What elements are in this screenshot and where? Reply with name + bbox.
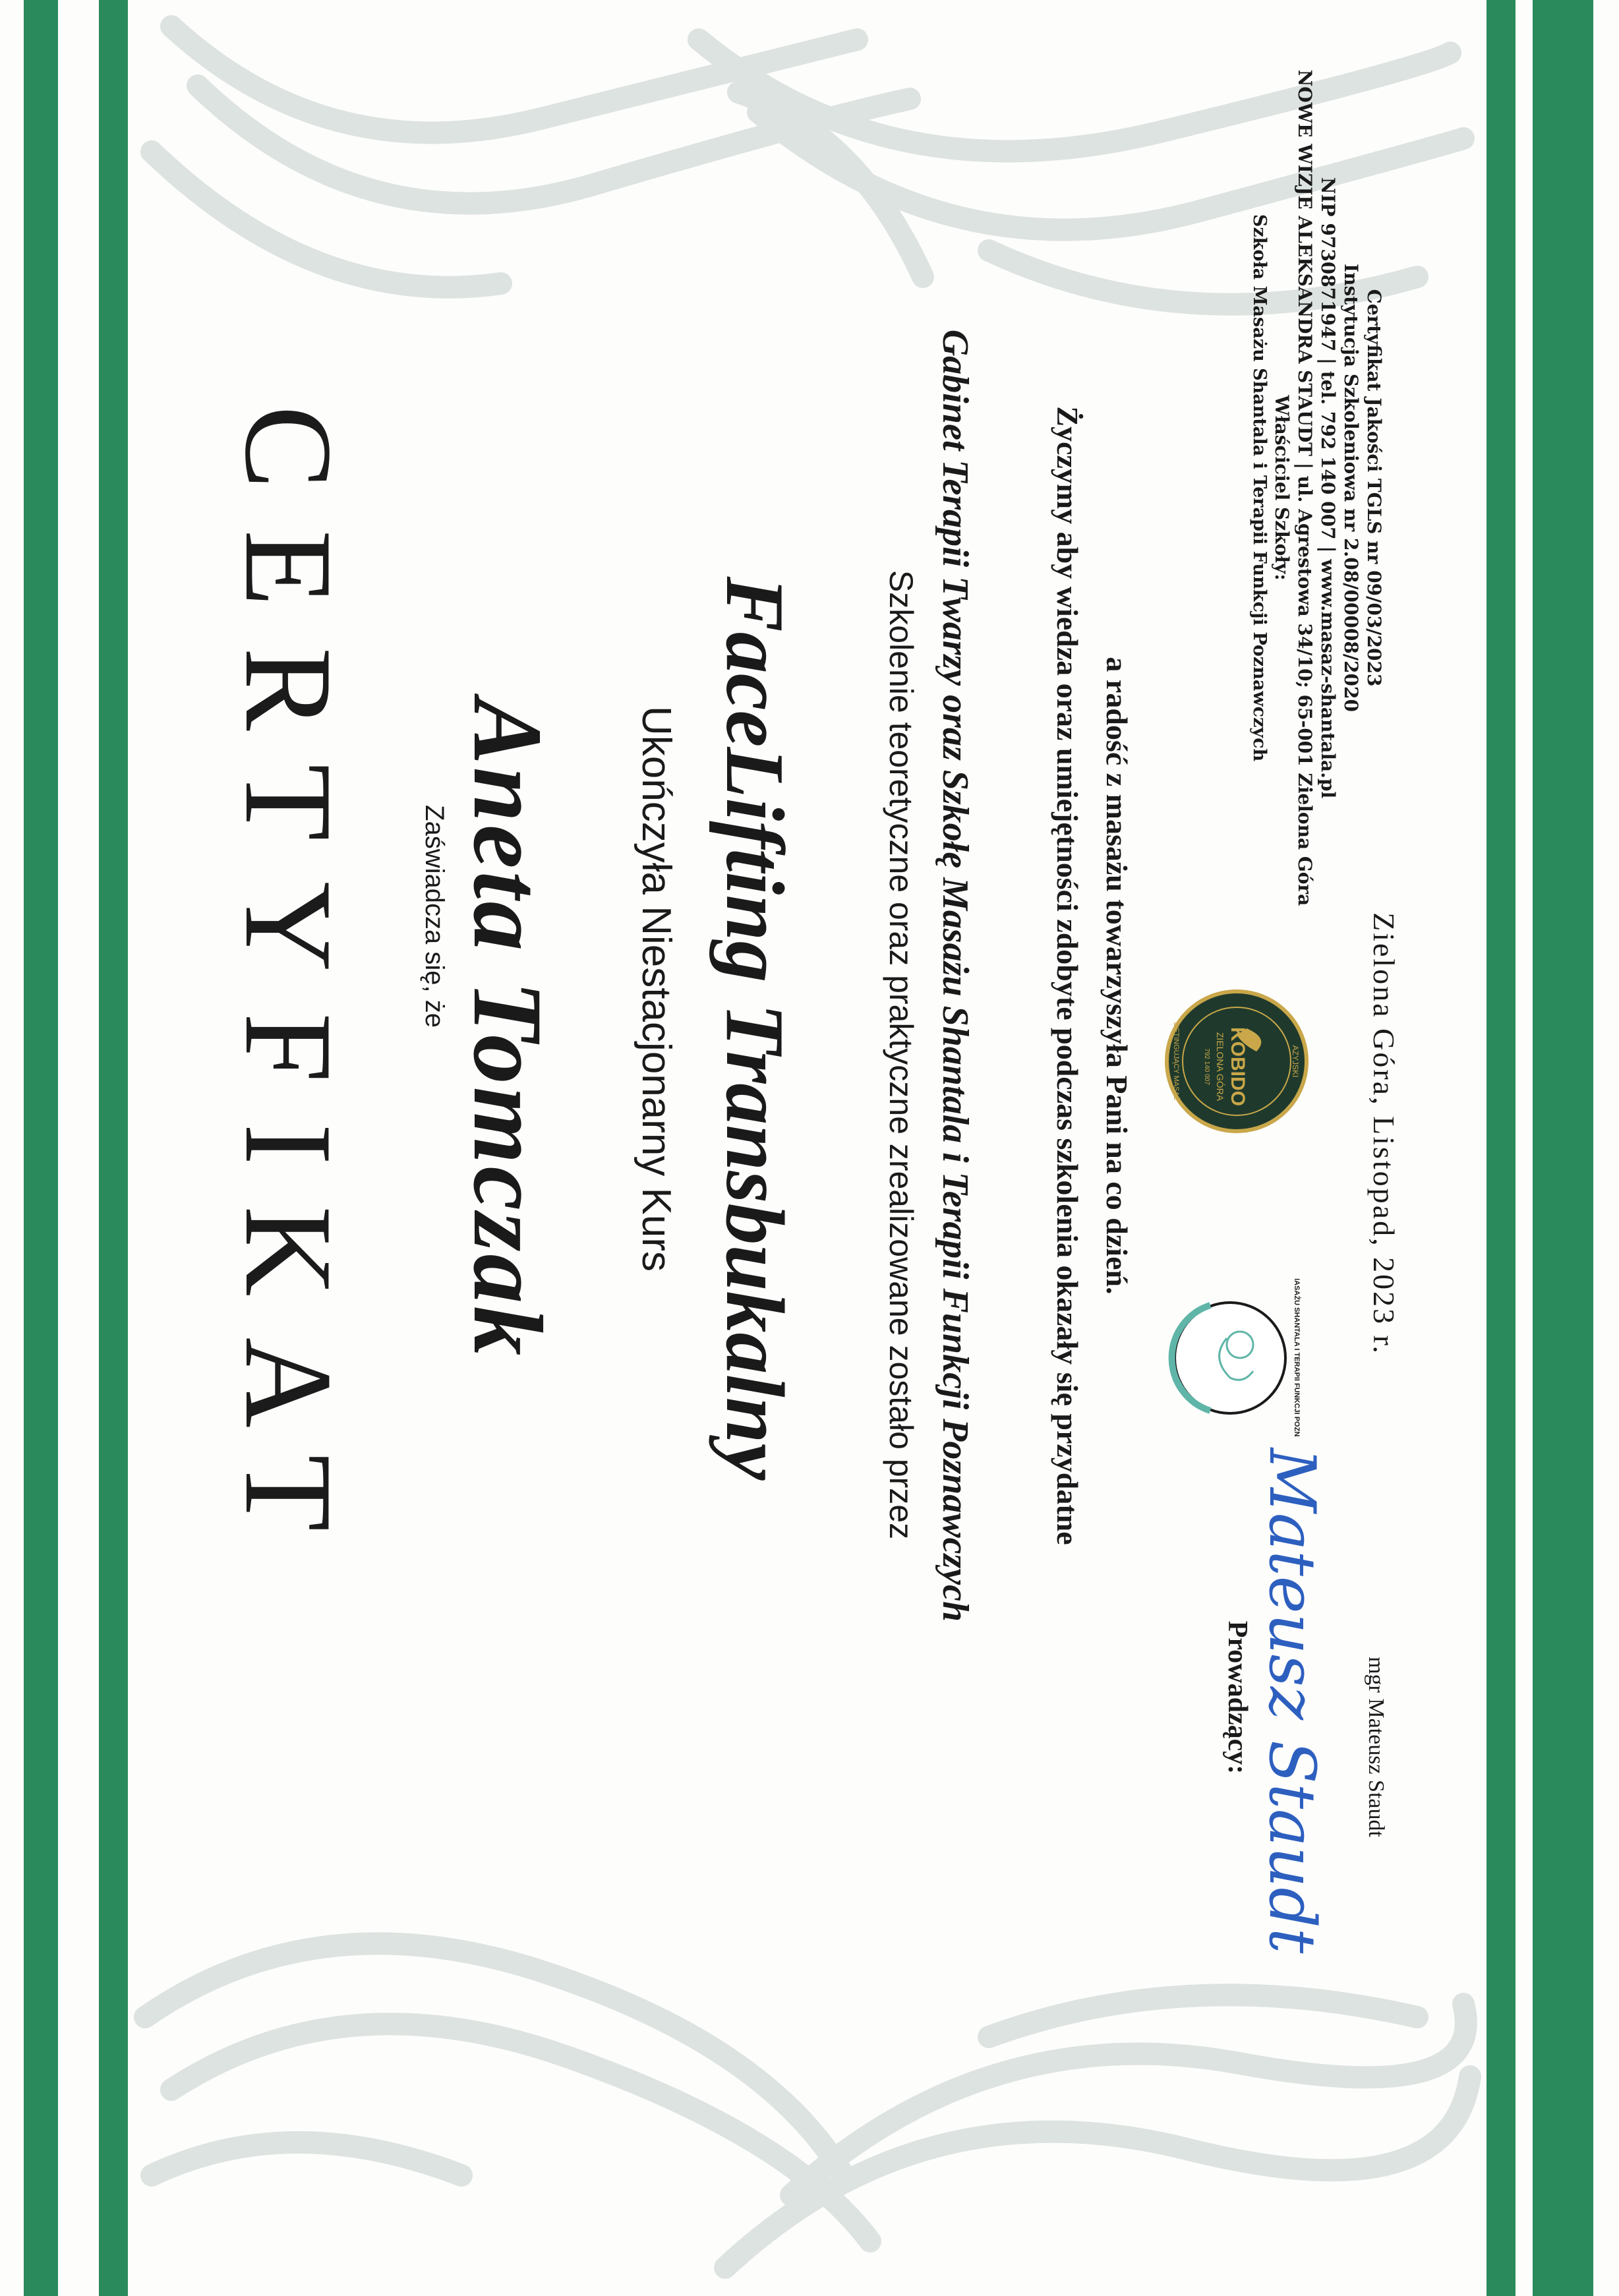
school-info-line-4: NIP 9730871947 | tel. 792 140 007 | www.masaz-shantala.pl xyxy=(1317,177,1339,799)
kobido-phone: 792 140 007 xyxy=(1203,1048,1210,1085)
kobido-ring-top: AZYJSKI xyxy=(1291,1045,1300,1078)
school-info-line-5: Instytucja Szkoleniowa nr 2.08/00008/2020 xyxy=(1340,264,1362,712)
instructor-name: mgr Mateusz Staudt xyxy=(1364,1657,1388,1837)
kobido-logo xyxy=(1164,989,1309,1134)
kobido-sub: ZIELONA GÓRA xyxy=(1215,1032,1225,1102)
school-info-line-2: Właściciel Szkoły: xyxy=(1271,395,1293,581)
kobido-ring-bottom: LIFTINGUJĄCY MASAŻ xyxy=(1172,1022,1180,1101)
school-info-line-6: Certyfikat Jakości TGLS nr 09/03/2023 xyxy=(1363,289,1385,687)
recipient-name: Aneta Tomczak xyxy=(453,698,562,1359)
school-info-line-3: NOWE WIZJE ALEKSANDRA STAUDT | ul. Agrestowa 34/10; 65-001 Zielona Góra xyxy=(1294,69,1316,906)
wish-line-2: a radość z masażu towarzyszyła Pani na co dzień. xyxy=(1100,657,1134,1295)
completed-text: Ukończyła Niestacjonarny Kurs xyxy=(633,705,679,1272)
school-info-line-1: Szkoła Masażu Shantala i Terapii Funkcji Poznawczych xyxy=(1249,214,1270,762)
attest-text: Zaświadcza się, że xyxy=(420,805,449,1028)
shantala-ring-text: SZKOŁA MASAŻU SHANTALA I TERAPII FUNKCJI POZNAWCZYCH xyxy=(1293,1279,1301,1437)
training-text: Szkolenie teoretyczne oraz praktyczne zrealizowane zostało przez xyxy=(883,570,920,1540)
place-date: Zielona Góra, Listopad, 2023 r. xyxy=(1367,912,1401,1355)
organizer-text: Gabinet Terapii Twarzy oraz Szkołę Masażu Shantala i Terapii Funkcji Poznawczych xyxy=(935,329,976,1622)
instructor-signature: Mateusz Staudt xyxy=(1255,1448,1329,1954)
course-name: FaceLifting Transbukalny xyxy=(709,576,800,1481)
instructor-label: Prowadzący: xyxy=(1222,1620,1252,1775)
wish-line-1: Życzymy aby wiedza oraz umiejętności zdobyte podczas szkolenia okazały się przydatne xyxy=(1051,406,1084,1545)
certificate-title: CERTYFIKAT xyxy=(219,405,357,1572)
kobido-main: KOBIDO xyxy=(1227,1027,1249,1106)
shantala-logo xyxy=(1151,1279,1309,1437)
